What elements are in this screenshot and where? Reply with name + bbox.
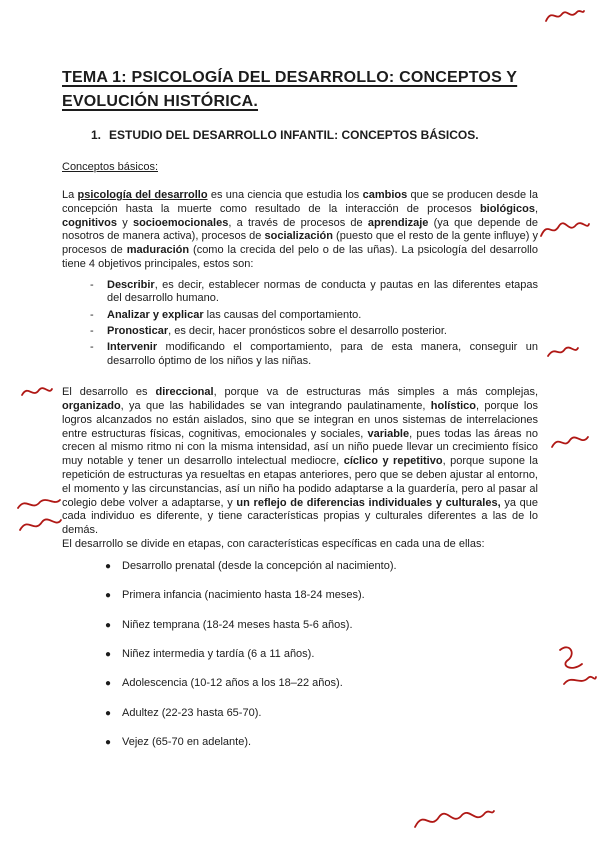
objective-text: Pronosticar, es decir, hacer pronósticos sobre el desarrollo posterior. <box>107 325 447 337</box>
document-title <box>62 66 538 114</box>
stage-text: Niñez intermedia y tardía (6 a 11 años). <box>122 648 315 660</box>
section-heading <box>62 128 538 143</box>
dash-marker: - <box>90 325 94 337</box>
bullet-icon: ● <box>105 649 112 660</box>
section-number: 1. <box>91 128 102 142</box>
bullet-icon: ● <box>105 590 112 602</box>
objectives-list <box>62 279 538 368</box>
red-ink-mark-top-right <box>544 6 586 26</box>
section-heading-text: ESTUDIO DEL DESARROLLO INFANTIL: CONCEPTOS BÁSICOS. <box>109 128 479 142</box>
red-ink-mark-right-2 <box>546 342 580 362</box>
stages-intro-line: El desarrollo se divide en etapas, con características específicas en cada una de ellas: <box>62 537 485 550</box>
stage-item-adolescencia <box>62 677 538 690</box>
objective-item-intervenir <box>62 341 538 368</box>
red-ink-mark-right-1 <box>538 216 592 244</box>
bullet-icon: ● <box>105 707 112 719</box>
stage-item-vejez <box>62 736 538 749</box>
red-ink-mark-left-2 <box>14 494 64 538</box>
objective-item-describir <box>62 279 538 306</box>
stage-text: Niñez temprana (18-24 meses hasta 5-6 años). <box>122 618 353 631</box>
stage-text: Desarrollo prenatal (desde la concepción al nacimiento). <box>122 559 397 572</box>
bullet-icon: ● <box>105 619 112 631</box>
objective-text: Intervenir modificando el comportamiento, para de esta manera, conseguir un desarrollo óptimo de los niños y las niñas. <box>107 341 538 367</box>
red-ink-mark-left-1 <box>20 382 54 402</box>
stage-text: Primera infancia (nacimiento hasta 18-24 meses). <box>122 589 365 602</box>
document-title-line-1: TEMA 1: PSICOLOGÍA DEL DESARROLLO: CONCEPTOS Y <box>62 69 518 86</box>
stage-text: Vejez (65-70 en adelante). <box>122 736 252 749</box>
bullet-icon: ● <box>105 678 112 690</box>
dash-marker: - <box>90 278 94 291</box>
stage-item-ninez-temprana <box>62 619 538 632</box>
stages-list <box>62 560 538 750</box>
dash-marker: - <box>90 341 94 354</box>
stage-item-ninez-intermedia <box>62 648 538 661</box>
paragraph-psicologia-desarrollo: La psicología del desarrollo es una ciencia que estudia los cambios que se producen desde la concepción hasta la muerte como resultado de la interacción de procesos biológicos, cognitivos y socioemocionales, a través de procesos de aprendizaje (ya que depende de nosotros de manera activa), procesos de socialización (puesto que el resto de la gente influye) y procesos de maduración (como la crecida del pelo o de las uñas). La psicología del desarrollo tiene 4 objetivos principales, estos son: <box>62 189 538 270</box>
objective-text: Analizar y explicar las causas del comportamiento. <box>107 308 362 321</box>
subheading-conceptos-basicos: Conceptos básicos: <box>62 161 158 173</box>
dash-marker: - <box>90 308 94 321</box>
paragraph-desarrollo-caracteristicas: El desarrollo es direccional, porque va de estructuras más simples a más complejas, organizado, ya que las habilidades se van integrando paulatinamente, holístico, porque los logros alcanzados no están aislados, sino que se integran en unos sistemas de interrelaciones entre estructuras físicas, cognitivas, emocionales y sociales, variable, pues todas las áreas no crecen al mismo ritmo ni con la misma intensidad, así un niño puede llevar un crecimiento físico muy notable y tener un desarrollo intelectual mediocre, cíclico y repetitivo, porque supone la repetición de estructuras ya resueltas en etapas anteriores, pero que se deben ajustar al entorno, el momento y las circunstancias, así un niño ha podido adaptarse a la guardería, pero al pasar al colegio debe volver a adaptarse, y un reflejo de diferencias individuales y culturales, ya que cada individuo es diferente, y tiene características propias y culturales diferentes a las de lo demás. <box>62 386 539 537</box>
red-ink-mark-right-3 <box>550 430 590 454</box>
stage-item-primera-infancia <box>62 589 538 602</box>
bullet-icon: ● <box>105 560 112 572</box>
stage-item-prenatal <box>62 560 538 573</box>
objective-text: Describir, es decir, establecer normas de conducta y pautas en las diferentes etapas del desarrollo humano. <box>107 278 538 305</box>
objective-item-analizar <box>62 309 538 322</box>
objective-item-pronosticar <box>62 325 538 338</box>
stage-text: Adolescencia (10-12 años a los 18–22 años). <box>122 677 343 690</box>
red-ink-mark-bottom <box>412 803 496 837</box>
stage-text: Adultez (22-23 hasta 65-70). <box>122 706 262 719</box>
stage-item-adultez <box>62 707 538 720</box>
bullet-icon: ● <box>105 737 112 749</box>
document-title-line-2: EVOLUCIÓN HISTÓRICA. <box>62 93 259 110</box>
red-ink-mark-right-4 <box>554 640 598 694</box>
